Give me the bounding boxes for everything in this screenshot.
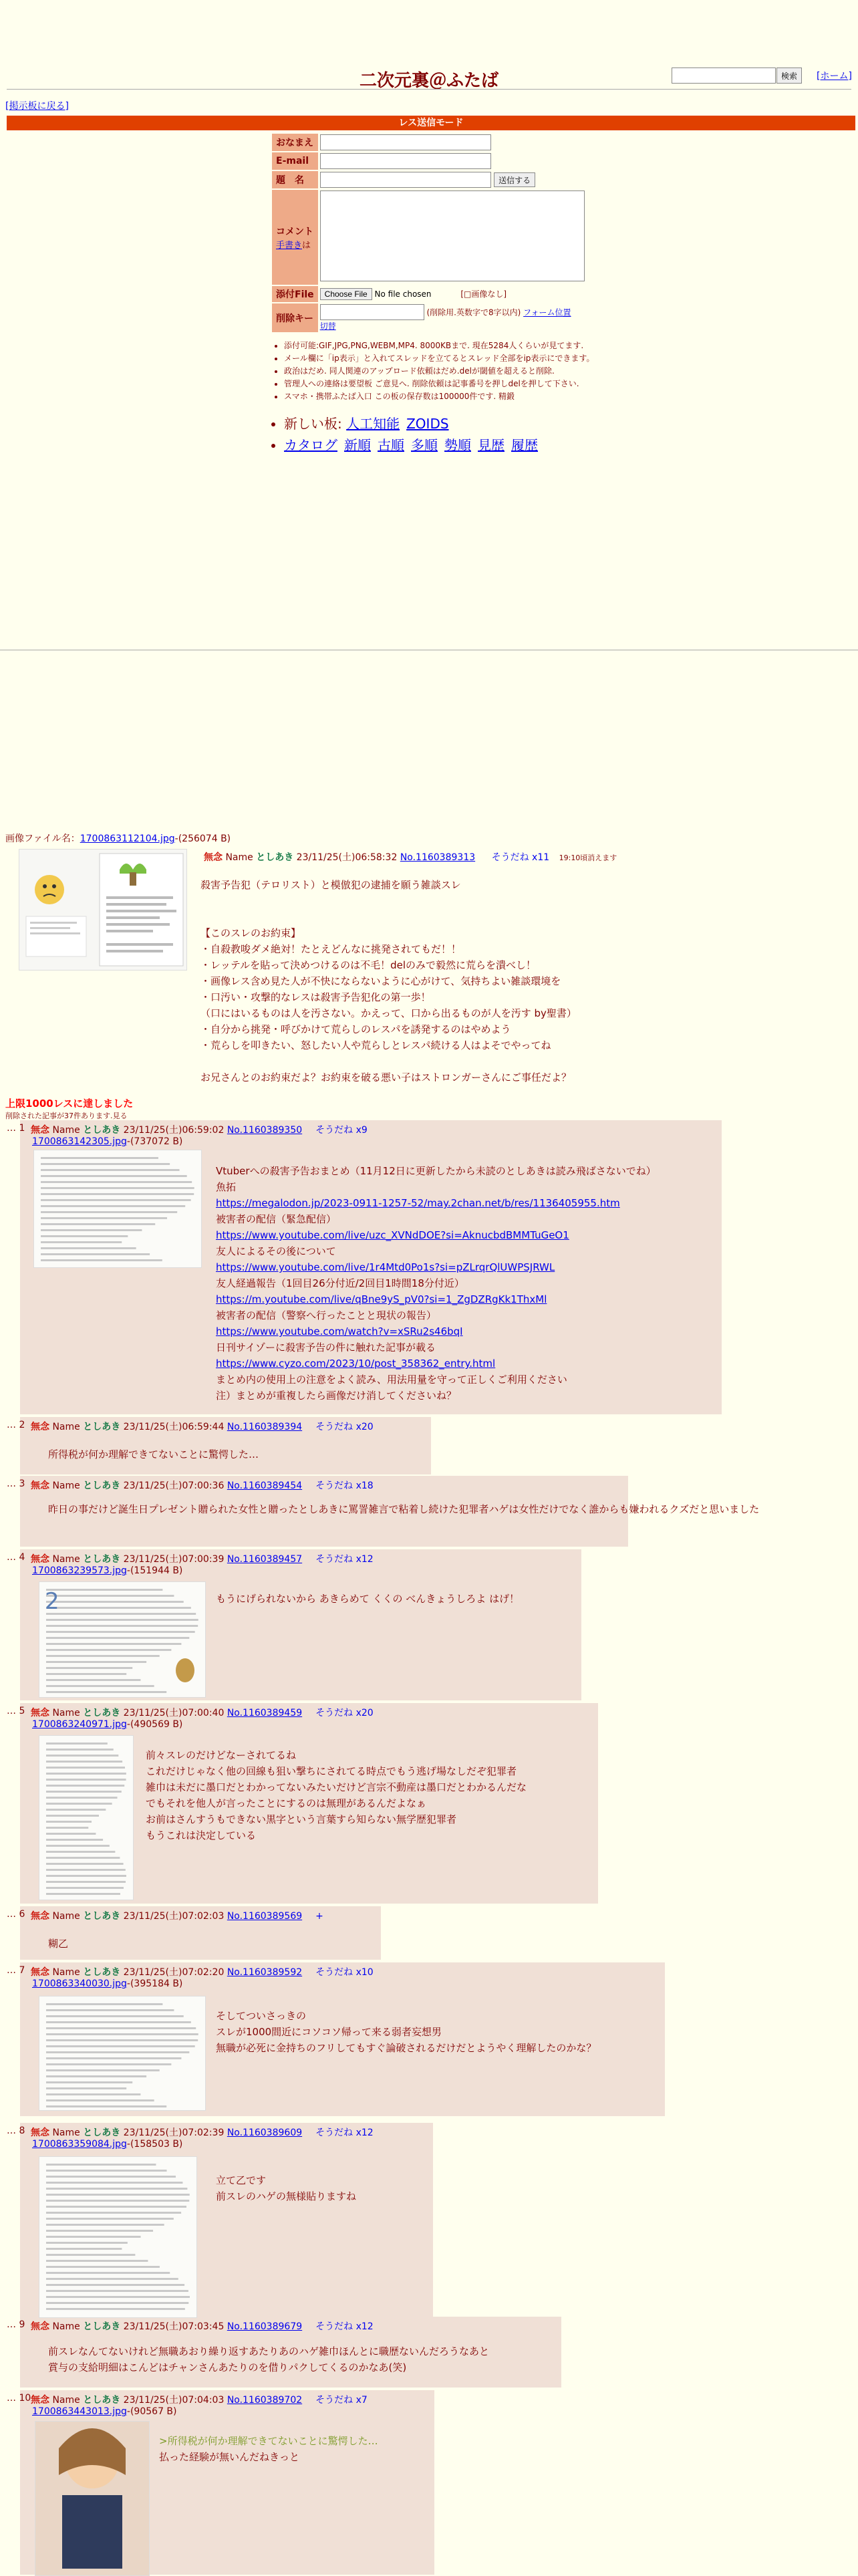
reply-header [31, 1420, 374, 1433]
reply-file-info [32, 2139, 182, 2150]
limit-reached-note: 上限1000レスに達しました [5, 1098, 134, 1110]
reply-index: … 2 [7, 1420, 25, 1430]
name-field[interactable] [320, 134, 491, 150]
reply-subject: 無念 [31, 2395, 49, 2406]
file-status: No file chosen [374, 289, 432, 299]
back-to-board-link[interactable]: [掲示板に戻る] [5, 101, 69, 112]
op-name: としあき [256, 852, 294, 863]
new-board-link[interactable]: 人工知能 [346, 416, 400, 432]
reply-header [31, 1706, 374, 1719]
reply-url-link[interactable]: https://www.youtube.com/watch?v=xSRu2s46bqI [216, 1325, 463, 1337]
reply-text-line: 昨日の事だけど誕生日プレゼント贈られた女性と贈ったとしあきに罵詈雑言で粘着し続けた犯罪者ハゲは女性だけでなく誰からも嫌われるクズだと思いました [48, 1503, 760, 1515]
reply-name-label: Name [52, 1480, 80, 1491]
op-file-size: -(256074 B) [174, 833, 231, 844]
reply-subject: 無念 [31, 1480, 49, 1491]
reply-date: 23/11/25(土)07:00:40 [123, 1708, 225, 1718]
handwrite-suffix: は [302, 240, 311, 251]
reply-file-info [32, 1136, 182, 1147]
reply-text-line: 被害者の配信（緊急配信） [216, 1213, 337, 1225]
reply-name-label: Name [52, 1125, 80, 1136]
delete-key-label: 削除キー [272, 303, 318, 332]
board-links [272, 413, 545, 456]
home-link[interactable]: [ホーム] [817, 71, 852, 82]
form-position-link[interactable]: フォーム位置 [523, 307, 571, 317]
reply-quote: >所得税が何か理解できてないことに驚愕した… [159, 2435, 378, 2447]
reply-post-number[interactable]: No.1160389679 [227, 2321, 303, 2332]
reply-thumbnail-image[interactable] [39, 2156, 197, 2318]
nav-most-link[interactable]: 多順 [411, 437, 438, 453]
reply-subject: 無念 [31, 2321, 49, 2332]
reply-date: 23/11/25(土)07:02:39 [123, 2128, 225, 2138]
reply-file-link[interactable]: 1700863142305.jpg [32, 1136, 127, 1147]
reply-post-number[interactable]: No.1160389459 [227, 1708, 303, 1718]
reply-file-link[interactable]: 1700863240971.jpg [32, 1719, 127, 1730]
reply-text-line: 立て乙です [216, 2174, 267, 2186]
deleted-count-note[interactable]: 削除された記事が37件あります.見る [5, 1112, 128, 1120]
reply-text-line: 前スレなんてないけれど無職あおり繰り返すあたりあのハゲ雑巾ほんとに職歴ないんだろうなあと [48, 2345, 490, 2357]
reply-text-line: 無職が必死に金持ちのフリしてもすぐ論破されるだけだとようやく理解したのかな？ [216, 2042, 597, 2054]
reply-date: 23/11/25(土)07:00:39 [123, 1554, 225, 1565]
choose-file-button[interactable]: Choose File [320, 288, 372, 300]
reply-file-info [32, 1565, 182, 1576]
reply-header [31, 1123, 368, 1136]
reply-body [216, 1163, 656, 1404]
reply-text-line: 前スレのハゲの無様貼りますね [216, 2190, 357, 2202]
reply-index: … 9 [7, 2319, 25, 2330]
new-board-label: 新しい板: [284, 416, 342, 432]
reply-text-line: 所得税が何か理解できてないことに驚愕した… [48, 1448, 259, 1460]
reply-name: としあき [83, 1554, 121, 1565]
reply-post-number[interactable]: No.1160389454 [227, 1480, 303, 1491]
op-file-link[interactable]: 1700863112104.jpg [80, 833, 175, 844]
reply-thumbnail-image[interactable] [33, 1150, 202, 1268]
reply-body [146, 1747, 527, 1843]
subject-field[interactable] [320, 172, 491, 188]
reply-index: … 5 [7, 1706, 25, 1716]
op-subject: 無念 [204, 852, 223, 863]
top-divider [7, 89, 851, 90]
reply-name-label: Name [52, 1422, 80, 1432]
reply-date: 23/11/25(土)06:59:44 [123, 1422, 225, 1432]
handwrite-link[interactable]: 手書き [276, 240, 303, 251]
reply-file-link[interactable]: 1700863340030.jpg [32, 1978, 127, 1989]
reply-thumbnail-image[interactable] [39, 1996, 206, 2111]
reply-text-line: 友人経過報告（1回目26分付近/2回目1時間18分付近） [216, 1277, 464, 1289]
reply-file-size: -(90567 B) [126, 2406, 177, 2417]
reply-soudane[interactable]: そうだね x12 [315, 1554, 374, 1565]
reply-index: … 4 [7, 1552, 25, 1563]
reply-header [31, 2126, 374, 2139]
reply-index: … 3 [7, 1478, 25, 1489]
reply-subject: 無念 [31, 1708, 49, 1718]
reply-file-size: -(158503 B) [126, 2139, 183, 2150]
reply-text-line: 前々スレのだけどなーされてるね [146, 1749, 297, 1761]
op-body: 殺害予告犯（テロリスト）と模倣犯の逮捕を願う雑談スレ 【このスレのお約束】 ・自殺教唆ダメ絶対！たとえどんなに挑発されてもだ！！ ・レッテルを貼って決めつけるのは不毛！delのみで毅然に荒らを潰べし！ ・画像レス含め見た人が不快にならないように心がけて、気持ちよい雑談環境を ・口汚い・攻撃的なレスは殺害予告犯化の第一歩！ （口にはいるものは人を汚さない。かえって、口から出るものが人を汚す by聖書） ・自分から挑発・呼びかけて荒らしのレスパを誘発するのはやめよう ・荒らしを叩きたい、怒したい人や荒らしとレスパ続ける人はよそでやってね お兄さんとのお約束だよ？お約束を破る悪い子はストロンガーさんにご事任だよ？ [200, 879, 577, 1083]
reply-soudane[interactable]: そうだね x20 [315, 1422, 374, 1432]
reply-body [48, 1446, 259, 1462]
reply-file-info [32, 1978, 182, 1989]
reply-header [31, 1552, 374, 1565]
reply-name: としあき [83, 1480, 121, 1491]
reply-post-number[interactable]: No.1160389702 [227, 2395, 303, 2406]
reply-file-size: -(737072 B) [126, 1136, 183, 1147]
reply-date: 23/11/25(土)07:02:20 [123, 1967, 225, 1978]
op-soudane[interactable]: そうだね x11 [491, 852, 550, 863]
reply-body [48, 1936, 68, 1952]
reply-text-line: もうにげられないから あきらめて くくの べんきょうしろよ はげ！ [216, 1593, 520, 1605]
reply-text-line: そしてついさっきの [216, 2010, 307, 2022]
board-notes [272, 340, 594, 403]
reply-soudane[interactable]: そうだね x18 [315, 1480, 374, 1491]
reply-soudane[interactable]: そうだね x9 [315, 1125, 368, 1136]
nav-oldest-link[interactable]: 古順 [378, 437, 404, 453]
reply-url-link[interactable]: https://www.youtube.com/live/1r4Mtd0Po1s?si=pZLrqrQlUWPSJRWL [216, 1261, 555, 1273]
reply-body [48, 2343, 489, 2375]
no-image-checkbox[interactable]: [□画像なし] [460, 289, 507, 299]
reply-text-line: 被害者の配信（警察へ行ったことと現状の報告） [216, 1309, 437, 1321]
email-label: E-mail [272, 152, 318, 170]
reply-name: としあき [83, 1125, 121, 1136]
reply-name: としあき [83, 2128, 121, 2138]
reply-date: 23/11/25(土)06:59:02 [123, 1125, 225, 1136]
reply-index: … 1 [7, 1123, 25, 1134]
svg-text:2: 2 [45, 1588, 59, 1615]
reply-file-link[interactable]: 1700863443013.jpg [32, 2406, 127, 2417]
note-item: • メール欄に「ip表示」と入れてスレッドを立てるとスレッド全部をip表示にできます。 [284, 352, 594, 365]
reply-post-number[interactable]: No.1160389592 [227, 1967, 303, 1978]
reply-subject: 無念 [31, 1911, 49, 1922]
reply-body [216, 2008, 596, 2056]
nav-momentum-link[interactable]: 勢順 [444, 437, 471, 453]
op-header [204, 850, 617, 864]
reply-name: としあき [83, 2321, 121, 2332]
subject-label: 題 名 [272, 171, 318, 188]
reply-text-line: でもそれを他人が言ったことにするのは無理があるんだよなぁ [146, 1797, 427, 1809]
comment-field[interactable] [320, 190, 585, 281]
reply-name: としあき [83, 1708, 121, 1718]
reply-index: … 10 [7, 2393, 31, 2404]
reply-text-line: 雑巾は未だに墨口だとわかってないみたいだけど言宗不動産は墨口だとわかるんだな [146, 1781, 527, 1793]
delete-key-field[interactable] [320, 304, 424, 320]
reply-mode-bar: レス送信モード [7, 116, 855, 130]
op-post-number[interactable]: No.1160389313 [400, 852, 476, 863]
reply-subject: 無念 [31, 2128, 49, 2138]
reply-thumbnail-image[interactable] [39, 1581, 206, 1698]
reply-name-label: Name [52, 1554, 80, 1565]
reply-post-number[interactable]: No.1160389569 [227, 1911, 303, 1922]
reply-subject: 無念 [31, 1967, 49, 1978]
reply-soudane[interactable]: そうだね x12 [315, 2321, 374, 2332]
reply-file-size: -(490569 B) [126, 1719, 183, 1730]
reply-text-line: まとめ内の使用上の注意をよく読み、用法用量を守って正しくご利用ください [216, 1374, 567, 1386]
reply-header [31, 2393, 368, 2406]
reply-file-link[interactable]: 1700863239573.jpg [32, 1565, 127, 1576]
reply-text-line: スレが1000間近にコソコソ帰って来る弱者妄想男 [216, 2026, 442, 2038]
reply-text-line: お前はさんすうもできない黒字という言葉すら知らない無学歴犯罪者 [146, 1813, 457, 1825]
reply-soudane[interactable]: そうだね x20 [315, 1708, 374, 1718]
reply-name-label: Name [52, 1911, 80, 1922]
reply-soudane[interactable]: そうだね x10 [315, 1967, 374, 1978]
reply-text-line: 糊乙 [48, 1938, 69, 1950]
reply-name: としあき [83, 2395, 121, 2406]
note-item: • 添付可能:GIF,JPG,PNG,WEBM,MP4. 8000KBまで. 現在5284人くらいが見てます. [284, 340, 594, 352]
reply-body [159, 2433, 378, 2465]
reply-index: … 6 [7, 1909, 25, 1920]
reply-text-line: 払った経験が無いんだねきっと [159, 2451, 300, 2463]
reply-soudane[interactable]: そうだね x7 [315, 2395, 368, 2406]
reply-file-size: -(395184 B) [126, 1978, 183, 1989]
op-thumbnail-image[interactable] [19, 849, 187, 971]
nav-newest-link[interactable]: 新順 [344, 437, 371, 453]
reply-post-number[interactable]: No.1160389457 [227, 1554, 303, 1565]
op-file-info [5, 831, 231, 845]
reply-url-link[interactable]: https://www.youtube.com/live/uzc_XVNdDOE?si=AknucbdBMMTuGeO1 [216, 1229, 569, 1241]
reply-name-label: Name [52, 2128, 80, 2138]
reply-name-label: Name [52, 2395, 80, 2406]
search-button[interactable]: 検索 [776, 68, 802, 84]
reply-index: … 8 [7, 2126, 25, 2136]
reply-text-line: 魚拓 [216, 1181, 237, 1193]
op-expires: 19:10頃消えます [559, 854, 617, 862]
reply-date: 23/11/25(土)07:00:36 [123, 1480, 225, 1491]
email-field[interactable] [320, 153, 491, 169]
reply-name-label: Name [52, 2321, 80, 2332]
op-date: 23/11/25(土)06:58:32 [296, 852, 398, 863]
op-name-label: Name [225, 852, 253, 863]
reply-post-number[interactable]: No.1160389350 [227, 1125, 303, 1136]
reply-thumbnail-image[interactable] [35, 2421, 150, 2576]
reply-header [31, 2319, 374, 2333]
reply-subject: 無念 [31, 1125, 49, 1136]
reply-url-link[interactable]: https://m.youtube.com/live/qBne9yS_pV0?si=1_ZgDZRgKk1ThxMl [216, 1293, 547, 1305]
op-file-prefix: 画像ファイル名： [5, 833, 80, 844]
reply-name: としあき [83, 1422, 121, 1432]
reply-soudane[interactable]: そうだね x12 [315, 2128, 374, 2138]
toggle-link[interactable]: 切替 [319, 321, 336, 331]
reply-file-size: -(151944 B) [126, 1565, 183, 1576]
reply-header [31, 1909, 323, 1922]
delete-key-hint: (削除用.英数字で8字以内) [426, 307, 521, 317]
reply-url-link[interactable]: https://megalodon.jp/2023-0911-1257-52/may.2chan.net/b/res/1136405955.htm [216, 1197, 620, 1209]
reply-text-line: 注）まとめが重複したら画像だけ消してくださいね？ [216, 1390, 457, 1402]
reply-body [216, 1591, 519, 1607]
submit-button[interactable]: 送信する [494, 172, 535, 187]
reply-name-label: Name [52, 1708, 80, 1718]
reply-text-line: これだけじゃなく他の回線も狙い撃ちにされてる時点でもう逃げ場なしだぞ犯罪者 [146, 1765, 517, 1777]
reply-name-label: Name [52, 1967, 80, 1978]
search-input[interactable] [672, 68, 776, 84]
reply-name: としあき [83, 1911, 121, 1922]
note-item: • 管理人への連絡は要望板 ご意見へ. 削除依頼は記事番号を押しdelを押して下さい. [284, 378, 594, 390]
reply-date: 23/11/25(土)07:04:03 [123, 2395, 225, 2406]
reply-url-link[interactable]: https://www.cyzo.com/2023/10/post_358362_entry.html [216, 1358, 496, 1370]
note-item: • 政治はだめ. 同人関連のアップロード依頼はだめ.delが閾値を超えると削除. [284, 365, 594, 378]
note-item: • スマホ・携帯ふたば入口 この板の保存数は100000件です. 精鍛 [284, 390, 594, 403]
nav-viewed-history-link[interactable]: 見歴 [478, 437, 505, 453]
reply-subject: 無念 [31, 1554, 49, 1565]
new-board-link[interactable]: ZOIDS [406, 416, 449, 432]
comment-label: コメント [276, 226, 313, 237]
reply-file-info [32, 1719, 182, 1730]
reply-text-line: Vtuberへの殺害予告おまとめ（11月12日に更新したから未読のとしあきは読み飛ばさないでね） [216, 1165, 656, 1177]
reply-body [48, 1501, 759, 1517]
file-label: 添付File [272, 286, 318, 302]
nav-history-link[interactable]: 履歴 [511, 437, 538, 453]
reply-text-line: もうこれは決定している [146, 1829, 257, 1841]
reply-index: … 7 [7, 1965, 25, 1976]
nav-catalog-link[interactable]: カタログ [284, 437, 337, 453]
reply-text-line: 友人によるその後について [216, 1245, 336, 1257]
name-label: おなまえ [272, 134, 318, 151]
post-form [271, 132, 587, 334]
reply-thumbnail-image[interactable] [39, 1735, 134, 1900]
reply-date: 23/11/25(土)07:02:03 [123, 1911, 225, 1922]
reply-body [216, 2172, 356, 2204]
reply-subject: 無念 [31, 1422, 49, 1432]
reply-header [31, 1478, 374, 1492]
reply-file-link[interactable]: 1700863359084.jpg [32, 2139, 127, 2150]
reply-date: 23/11/25(土)07:03:45 [123, 2321, 225, 2332]
reply-post-number[interactable]: No.1160389394 [227, 1422, 303, 1432]
reply-text-line: 日刊サイゾーに殺害予告の件に触れた記事が載る [216, 1341, 436, 1354]
site-title: 二次元裏＠ふたば [359, 71, 498, 91]
reply-text-line: 賞与の支給明細はこんどはチャンさんあたりのを借りパクしてくるのかなあ(笑) [48, 2361, 407, 2373]
reply-soudane[interactable]: + [315, 1911, 323, 1922]
reply-post-number[interactable]: No.1160389609 [227, 2128, 303, 2138]
reply-file-info [32, 2406, 177, 2417]
reply-header [31, 1965, 374, 1978]
reply-name: としあき [83, 1967, 121, 1978]
